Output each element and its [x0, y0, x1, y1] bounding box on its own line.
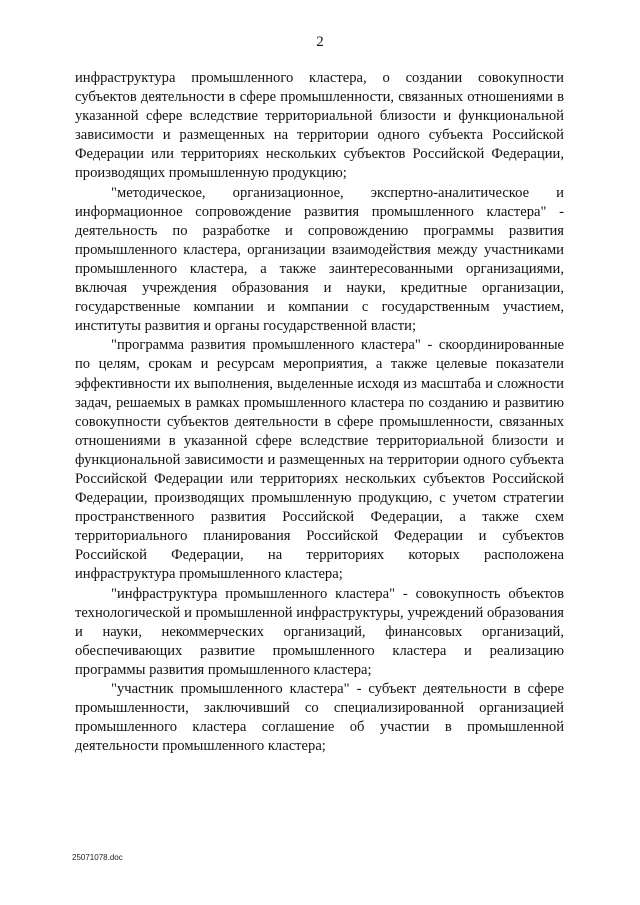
- paragraph-development-program-definition: "программа развития промышленного кластера" - скоординированные по целям, срокам и ресурсам мероприятия, а также целевые показатели эффективности их выполнения, выделенные исходя из масштаба и сложности задач, решаемых в рамках промышленного кластера по созданию и развитию совокупности субъектов деятельности в сфере промышленности, связанных отношениями в указанной сфере вследствие территориальной близости и функциональной зависимости и размещенных на территории одного субъекта Российской Федерации или территориях нескольких субъектов Российской Федерации, производящих промышленную продукцию, с учетом стратегии пространственного развития Российской Федерации, а также схем территориального планирования Российской Федерации и субъектов Российской Федерации, на территориях которых расположена инфраструктура промышленного кластера;: [75, 337, 564, 583]
- footer-document-code: 25071078.doc: [72, 853, 123, 862]
- paragraph-methodological-support-definition: "методическое, организационное, экспертно-аналитическое и информационное сопровождение развития промышленного кластера" - деятельность по разработке и сопровождению программы развития промышленного кластера, организации взаимодействия между участниками промышленного кластера, а также заинтересованными организациями, включая учреждения образования и науки, кредитные организации, государственные компании и компании с государственным участием, институты развития и органы государственной власти;: [75, 184, 564, 335]
- paragraph-cluster-participant-definition: "участник промышленного кластера" - субъект деятельности в сфере промышленности, заключивший со специализированной организацией промышленного кластера соглашение об участии в промышленной деятельности промышленного кластера;: [75, 681, 564, 755]
- paragraph-cluster-infrastructure-definition: "инфраструктура промышленного кластера" - совокупность объектов технологической и промышленной инфраструктуры, учреждений образования и науки, некоммерческих организаций, финансовых организаций, обеспечивающих развитие промышленного кластера и реализацию программы развития промышленного кластера;: [75, 585, 564, 678]
- paragraph-infrastructure-continuation: инфраструктура промышленного кластера, о создании совокупности субъектов деятельности в сфере промышленности, связанных отношениями в указанной сфере вследствие территориальной близости и функциональной зависимости и размещенных на территории одного субъекта Российской Федерации или территориях нескольких субъектов Российской Федерации, производящих промышленную продукцию;: [75, 70, 564, 182]
- page-number: 2: [316, 34, 324, 50]
- body-text: [75, 69, 564, 756]
